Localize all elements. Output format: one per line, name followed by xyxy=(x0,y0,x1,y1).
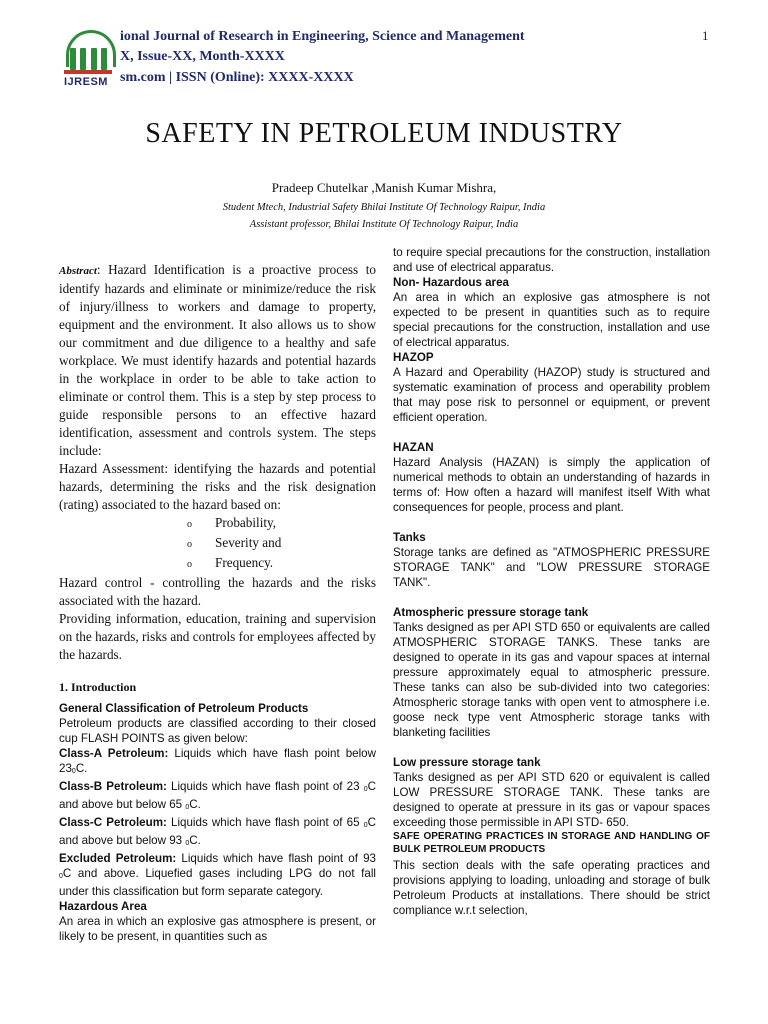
paper-title: SAFETY IN PETROLEUM INDUSTRY xyxy=(145,118,623,149)
journal-website-issn: sm.com | ISSN (Online): XXXX-XXXX xyxy=(120,70,354,85)
page-number: 1 xyxy=(702,28,709,43)
subheading-hazan: HAZAN xyxy=(393,441,434,454)
subheading-general-classification: General Classification of Petroleum Products xyxy=(59,702,309,715)
logo-pillar xyxy=(101,48,107,70)
paper-authors: Pradeep Chutelkar ,Manish Kumar Mishra, xyxy=(271,180,497,195)
subheading-low-pressure-tank: Low pressure storage tank xyxy=(393,756,541,769)
assessment-bullets xyxy=(59,514,376,574)
logo-pillar xyxy=(80,48,86,70)
logo-base xyxy=(64,70,112,74)
general-classification-text: Petroleum products are classified according to their closed cup FLASH POINTS as given below: xyxy=(59,717,376,745)
right-column xyxy=(393,245,710,918)
journal-name: ional Journal of Research in Engineering, Science and Management xyxy=(120,29,525,44)
providing-information: Providing information, education, training and supervision on the hazards, risks and controls for employees affected by the hazards. xyxy=(59,611,376,662)
list-item: o Severity and xyxy=(187,535,282,550)
hazop-text: A Hazard and Operability (HAZOP) study is structured and systematic examination of process and operability problem that may pose risk to personnel or equipment, or prevent efficient operation. xyxy=(393,366,710,424)
safe-operating-text: This section deals with the safe operating practices and provisions applying to loading, unloading and storage of bulk Petroleum Products at installations. There should be strict compliance w.r.t selection, xyxy=(393,859,710,917)
class-c-petroleum: Class-C Petroleum: Liquids which have flash point of 65 $_0$C and above but below 93 $_0$C. xyxy=(59,816,376,847)
subheading-atmospheric-tank: Atmospheric pressure storage tank xyxy=(393,606,589,619)
tanks-text: Storage tanks are defined as "ATMOSPHERIC PRESSURE STORAGE TANK" and "LOW PRESSURE STORAGE TANK". xyxy=(393,546,710,589)
logo-pillar xyxy=(70,48,76,70)
logo-pillar xyxy=(91,48,97,70)
hazan-text: Hazard Analysis (HAZAN) is simply the application of numerical methods to obtain an understanding of hazards in terms of: How often a hazard will manifest itself With what consequences for people, process and plant. xyxy=(393,456,710,514)
affiliation: Assistant professor, Bhilai Institute Of Technology Raipur, India xyxy=(249,219,519,230)
journal-logo xyxy=(58,30,118,88)
list-item: o Frequency. xyxy=(187,555,274,570)
section-heading-introduction: 1. Introduction xyxy=(59,680,137,694)
low-pressure-tank-text: Tanks designed as per API STD 620 or equivalent is called LOW PRESSURE STORAGE TANK. These tanks are designed to operate at pressure in its gas or vapour spaces exceeding those permissible in API STD- 650. xyxy=(393,771,710,829)
abstract xyxy=(59,261,376,460)
hazardous-area-text: An area in which an explosive gas atmosphere is present, or likely to be present, in quantities such as xyxy=(59,915,376,943)
abstract-text: : Hazard Identification is a proactive process to identify hazards and eliminate or minimize/reduce the risk of injury/illness to workers and damage to property, equipment and the environment. It also allows us to show our commitment and due diligence to a healthy and safe workplace. We must identify hazards and potential hazards in the workplace in order to be able to take action to eliminate or control them. This is a step by step process to guide responsible persons to an effective hazard identification, assessment and controls system. The steps include: xyxy=(59,262,376,458)
abstract-label: Abstract xyxy=(59,265,97,277)
atmospheric-tank-text: Tanks designed as per API STD 650 or equivalents are called ATMOSPHERIC STORAGE TANKS. These tanks are designed to operate in its gas and vapour spaces at internal pressure approximately equal to atmospheric pressure. These tanks can also be sub-divided into two categories: Atmospheric storage tanks with open vent to atmosphere i.e. goose neck type vent Atmospheric storage tanks with blanketing facilities xyxy=(393,621,710,739)
non-hazardous-text: An area in which an explosive gas atmosphere is not expected to be present in quantities such as to require special precautions for the construction, installation and use of electrical apparatus. xyxy=(393,291,710,349)
volume-issue: X, Issue-XX, Month-XXXX xyxy=(120,49,285,64)
subheading-non-hazardous-area: Non- Hazardous area xyxy=(393,276,509,289)
class-b-petroleum: Class-B Petroleum: Liquids which have flash point of 23 $_0$C and above but below 65 $_0$C. xyxy=(59,780,376,811)
hazard-control: Hazard control - controlling the hazards and the risks associated with the hazard. xyxy=(59,575,376,608)
excluded-petroleum: Excluded Petroleum: Liquids which have flash point of 93 $_0$C and above. Liquefied gases including LPG do not fall under this classification but form separate category. xyxy=(59,852,376,898)
subheading-tanks: Tanks xyxy=(393,531,426,544)
affiliation: Student Mtech, Industrial Safety Bhilai Institute Of Technology Raipur, India xyxy=(222,202,546,213)
class-a-petroleum: Class-A Petroleum: Liquids which have flash point below $23_0C$. xyxy=(59,747,376,775)
subheading-hazop: HAZOP xyxy=(393,351,434,364)
hazard-assessment: Hazard Assessment: identifying the hazards and potential hazards, determining the risks and the risk designation (rating) associated to the hazard based on: xyxy=(59,461,376,512)
subheading-safe-operating-practices: SAFE OPERATING PRACTICES IN STORAGE AND HANDLING OF BULK PETROLEUM PRODUCTS xyxy=(393,831,710,855)
left-column xyxy=(59,261,376,944)
continuation-text: to require special precautions for the construction, installation and use of electrical apparatus. xyxy=(393,246,710,274)
logo-text: IJRESM xyxy=(64,76,108,88)
subheading-hazardous-area: Hazardous Area xyxy=(59,900,147,913)
list-item: o Probability, xyxy=(187,515,277,530)
